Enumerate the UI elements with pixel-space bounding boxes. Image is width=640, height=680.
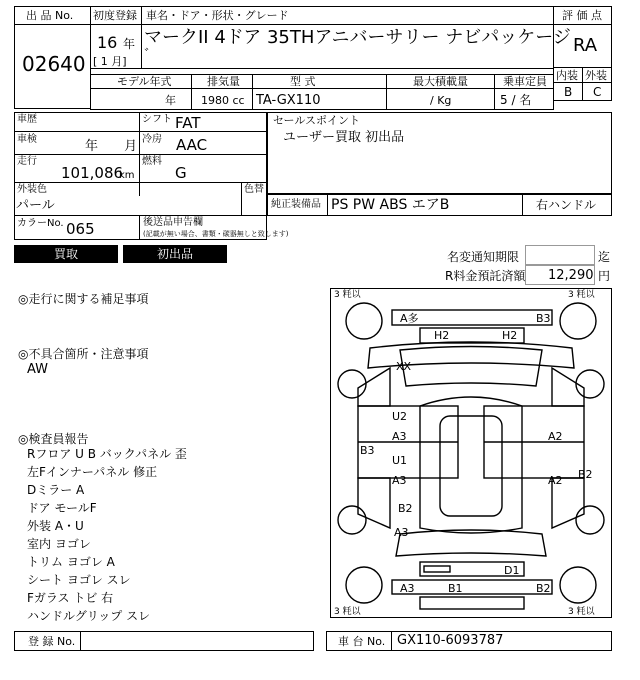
type-label: 型 式 <box>290 75 316 88</box>
inspector-line: Dミラー A <box>27 483 85 497</box>
title-label: 車名・ドア・形状・グレード <box>146 9 289 22</box>
fuel-label: 燃料 <box>142 156 162 167</box>
inspector-line: Fガラス トビ 右 <box>27 591 114 605</box>
inspector-line: 左Fインナーパネル 修正 <box>27 465 158 479</box>
model-year-unit: 年 <box>165 94 176 107</box>
tire-depth-bottom-left: 3 粍以 <box>334 607 361 617</box>
interior-grade: B <box>564 85 573 99</box>
rating-label: 評 価 点 <box>562 9 602 22</box>
mileage-label: 走行 <box>17 156 37 167</box>
chassis-value: GX110-6093787 <box>397 633 504 648</box>
displacement-value: 1980 cc <box>201 94 245 107</box>
exterior-label: 外装 <box>585 69 607 82</box>
mark-b3-top: B3 <box>536 312 551 325</box>
recycle-unit: 円 <box>598 269 611 283</box>
history-label: 車歴 <box>17 114 37 125</box>
tag-buyback: 買取 <box>14 245 118 263</box>
capacity-label: 乗車定員 <box>503 75 547 88</box>
first-reg-year: 16 <box>97 33 118 52</box>
inspection-label: 車検 <box>17 134 37 145</box>
meter-unit: 迄 <box>598 250 611 264</box>
first-reg-label: 初度登録 <box>93 9 137 22</box>
mark-a3-bumper-left: A3 <box>400 582 415 595</box>
first-reg-month: [ 1 月] <box>93 55 127 68</box>
lot-label: 出 品 No. <box>26 9 74 22</box>
rear-docs-label: 後送品申告欄 <box>143 217 203 228</box>
max-load-label: 最大積載量 <box>413 75 468 88</box>
exterior-color-label: 外装色 <box>17 184 47 195</box>
model-year-label: モデル年式 <box>117 75 172 88</box>
shift-value: FAT <box>175 114 201 132</box>
mark-a3-front-left: A3 <box>392 430 407 443</box>
recycle-label: R料金預託済額 <box>445 269 526 283</box>
inspector-line: トリム ヨゴレ A <box>27 555 115 569</box>
inspector-line: Rフロア U B バックパネル 歪 <box>27 447 187 461</box>
mark-a-multi: A多 <box>400 312 419 325</box>
inspection-value: 年 月 <box>85 139 138 154</box>
defects-value: AW <box>27 362 49 377</box>
mark-a2-front-right: A2 <box>548 430 563 443</box>
mark-b3-left: B3 <box>360 444 375 457</box>
first-reg-year-unit: 年 <box>123 37 136 51</box>
meter-label: 名変通知期限 <box>447 250 520 264</box>
mark-b2-bumper-right: B2 <box>536 582 551 595</box>
rating-overall: RA <box>573 35 598 56</box>
chassis-label: 車 台 No. <box>338 635 386 648</box>
tire-depth-top-left: 3 粍以 <box>334 290 361 300</box>
mark-b2-left: B2 <box>398 502 413 515</box>
recycle-value: 12,290 <box>548 268 594 283</box>
ac-value: AAC <box>176 136 208 154</box>
color-no-label: カラーNo. <box>17 218 64 229</box>
mileage-value: 101,086 <box>61 164 124 182</box>
sales-point-value: ユーザー買取 初出品 <box>283 130 405 145</box>
exterior-color-value: パール <box>16 198 55 213</box>
lot-number: 02640 <box>22 52 86 76</box>
max-load-value: / Kg <box>430 94 452 107</box>
shift-label: シフト <box>142 114 172 125</box>
displacement-label: 排気量 <box>207 75 240 88</box>
car-name: マークII 4ドア 35THアニバーサリー ナビパッケージ <box>144 27 571 48</box>
mark-b1: B1 <box>448 582 463 595</box>
mark-h2-right: H2 <box>502 329 518 342</box>
tag-first-listing: 初出品 <box>123 245 227 263</box>
rear-docs-note: (記載が無い場合、書類・碳器無しと致します) <box>143 230 289 238</box>
inspector-title: ◎検査員報告 <box>18 432 89 446</box>
tire-depth-bottom-right: 3 粍以 <box>568 607 595 617</box>
recolor-label: 色替 <box>244 184 264 195</box>
mark-a3-rear-left: A3 <box>394 526 409 539</box>
steering-value: 右ハンドル <box>536 198 597 212</box>
ac-label: 冷房 <box>142 134 162 145</box>
interior-label: 内装 <box>556 69 578 82</box>
car-damage-diagram <box>330 288 612 618</box>
driving-notes-title: ◎走行に関する補足事項 <box>18 292 149 306</box>
inspector-line: シート ヨゴレ スレ <box>27 573 131 587</box>
mark-d1: D1 <box>504 564 520 577</box>
capacity-value: 5 / 名 <box>500 93 532 107</box>
mark-a2-mid-right: A2 <box>548 474 563 487</box>
color-no-value: 065 <box>66 220 95 238</box>
tire-depth-top-right: 3 粍以 <box>568 290 595 300</box>
sales-point-label: セールスポイント <box>273 114 361 127</box>
inspector-line: ドア モールF <box>27 501 97 515</box>
defects-title: ◎不具合箇所・注意事項 <box>18 347 149 361</box>
car-name-tail: ゛ <box>144 48 158 64</box>
equipment-label: 純正装備品 <box>271 199 321 210</box>
mark-u1: U1 <box>392 454 408 467</box>
mark-xx: XX <box>396 360 412 373</box>
fuel-value: G <box>175 164 187 182</box>
mark-u2: U2 <box>392 410 408 423</box>
mark-b2-right: B2 <box>578 468 593 481</box>
inspector-line: 外装 A・U <box>27 519 84 533</box>
exterior-grade: C <box>593 85 602 99</box>
type-value: TA-GX110 <box>256 93 321 108</box>
mark-h2-left: H2 <box>434 329 450 342</box>
mark-a3-mid-left: A3 <box>392 474 407 487</box>
mileage-unit: km <box>119 170 135 181</box>
inspector-line: 室内 ヨゴレ <box>27 537 91 551</box>
meter-field <box>525 245 595 265</box>
equipment-value: PS PW ABS エアB <box>331 197 450 213</box>
registration-label: 登 録 No. <box>28 635 76 648</box>
inspector-line: ハンドルグリップ スレ <box>27 609 151 623</box>
